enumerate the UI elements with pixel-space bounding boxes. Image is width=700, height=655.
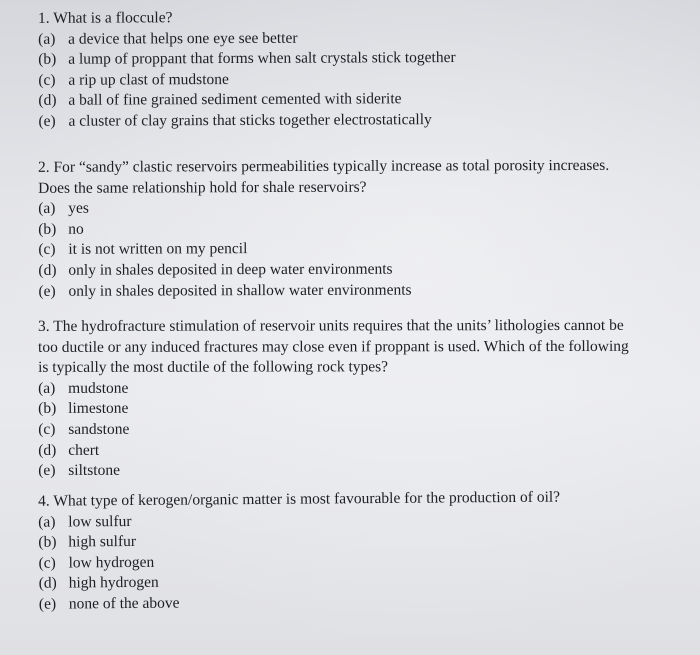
option-text: mudstone <box>68 379 129 397</box>
option-text: a cluster of clay grains that sticks together electrostatically <box>68 111 432 130</box>
option-letter: (d) <box>38 261 57 279</box>
option-letter: (d) <box>38 574 57 593</box>
question-stem: is typically the most ductile of the following rock types? <box>38 358 389 377</box>
option-text: a rip up clast of mudstone <box>68 70 229 89</box>
option-text: yes <box>68 199 89 217</box>
option-letter: (a) <box>38 379 56 397</box>
option-letter: (d) <box>38 92 57 110</box>
question-2 <box>0 156 700 303</box>
answer-option-a <box>0 197 700 220</box>
answer-option-b <box>0 398 700 420</box>
question-stem: too ductile or any induced fractures may close even if proppant is used. Which of the following <box>38 337 629 356</box>
answer-option-e <box>0 279 700 302</box>
option-letter: (b) <box>38 533 57 551</box>
option-text: no <box>68 220 84 238</box>
option-letter: (b) <box>38 220 57 238</box>
option-text: a lump of proppant that forms when salt crystals stick together <box>68 49 456 68</box>
question-stem: Does the same relationship hold for shale reservoirs? <box>38 178 367 197</box>
option-letter: (a) <box>38 513 56 531</box>
option-letter: (c) <box>38 420 56 438</box>
option-text: a ball of fine grained sediment cemented with siderite <box>68 90 402 110</box>
option-letter: (d) <box>38 441 57 459</box>
question-stem: 3. The hydrofracture stimulation of reservoir units requires that the units’ lithologies cannot be <box>38 316 624 335</box>
option-letter: (c) <box>38 554 56 572</box>
answer-option-a <box>0 378 700 400</box>
question-1 <box>0 6 700 133</box>
answer-option-b <box>0 217 700 240</box>
answer-option-e <box>1 589 700 615</box>
option-letter: (c) <box>38 71 56 89</box>
option-text: only in shales deposited in deep water environments <box>68 260 393 279</box>
option-letter: (a) <box>38 30 56 48</box>
option-text: limestone <box>68 400 129 418</box>
option-text: siltstone <box>68 461 120 480</box>
answer-option-e <box>0 109 700 133</box>
option-letter: (b) <box>38 50 57 69</box>
option-text: none of the above <box>68 594 180 613</box>
option-text: low hydrogen <box>68 553 155 572</box>
option-text: high hydrogen <box>68 574 159 592</box>
option-letter: (e) <box>38 112 56 130</box>
answer-option-c <box>0 419 700 441</box>
option-letter: (c) <box>38 241 56 259</box>
question-4 <box>0 487 700 616</box>
option-text: a device that helps one eye see better <box>68 29 298 48</box>
answer-option-e <box>0 460 700 482</box>
option-letter: (a) <box>38 199 56 218</box>
option-letter: (e) <box>38 282 56 300</box>
answer-option-d <box>0 259 700 282</box>
option-text: low sulfur <box>68 512 132 531</box>
question-stem: 2. For “sandy” clastic reservoirs permeabilities typically increase as total porosity increases. <box>38 156 610 176</box>
option-letter: (b) <box>38 400 57 418</box>
question-stem: 1. What is a floccule? <box>38 9 173 27</box>
option-text: high sulfur <box>68 533 137 551</box>
option-text: sandstone <box>68 420 130 438</box>
question-3 <box>0 316 700 482</box>
answer-option-c <box>0 238 700 261</box>
option-letter: (e) <box>38 595 57 613</box>
question-stem: 4. What type of kerogen/organic matter is most favourable for the production of oil? <box>38 488 561 510</box>
option-text: chert <box>68 441 100 459</box>
answer-option-d <box>0 439 700 461</box>
option-letter: (e) <box>38 462 56 480</box>
option-text: only in shales deposited in shallow water environments <box>68 281 412 300</box>
option-text: it is not written on my pencil <box>68 240 248 259</box>
